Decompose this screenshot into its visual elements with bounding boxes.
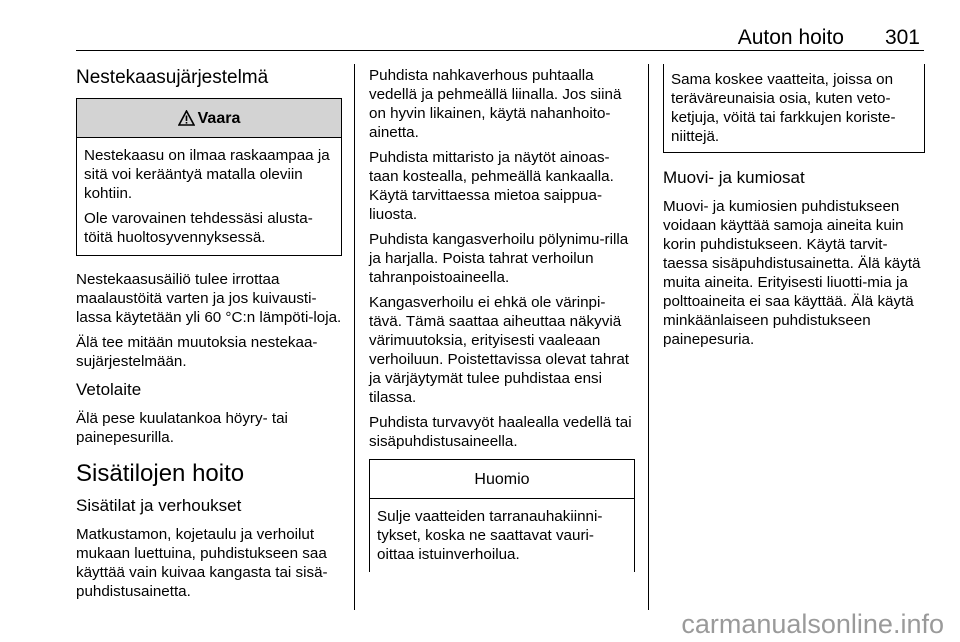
column-2 [369,66,635,572]
column-divider [354,64,355,610]
section-heading-lpg: Nestekaasujärjestelmä [76,67,269,88]
subheading-towbar: Vetolaite [76,380,142,399]
body-paragraph: Muovi- ja kumiosien puhdistukseen voidaan käyttää samoja aineita kuin korin puhdistukseen. Käytä tarvit-taessa sisäpuhdistusainetta. Älä käytä muita aineita. Erityisesti liuotti-mia ja polttoaineita ei saa käyttää. Älä käytä minkäänlaiseen puhdistukseen painepesuria. [663,198,921,348]
warning-triangle-icon [178,110,195,126]
section-heading-interior: Sisätilojen hoito [76,460,245,487]
column-1 [76,66,342,607]
note-paragraph: Sama koskee vaatteita, joissa on teräväreunaisia osia, kuten veto-ketjuja, vöitä tai farkkujen koriste-niittejä. [671,71,896,145]
page-number: 301 [884,26,920,49]
warning-paragraph: Nestekaasu on ilmaa raskaampaa ja sitä voi kerääntyä matalla oleviin kohtiin. [84,147,330,202]
body-paragraph: Älä tee mitään muutoksia nestekaa-sujärjestelmään. [76,334,318,370]
note-body [370,499,634,572]
body-paragraph: Puhdista kangasverhoilu pölynimu-rilla ja harjalla. Poista tahrat verhoilun tahranpoistoaineella. [369,231,629,286]
body-paragraph: Älä pese kuulatankoa höyry- tai painepesurilla. [76,410,288,446]
note-title: Huomio [370,460,634,499]
watermark: carmanualsonline.info [681,609,944,639]
warning-header [77,99,341,138]
body-paragraph: Puhdista nahkaverhous puhtaalla vedellä ja pehmeällä liinalla. Jos siinä on hyvin likainen, käytä nahanhoito-ainetta. [369,67,622,141]
body-paragraph: Nestekaasusäiliö tulee irrottaa maalaustöitä varten ja jos kuivausti-lassa käytetään yli 60 °C:n lämpöti-loja. [76,271,342,326]
header-rule [76,50,924,51]
header-title: Auton hoito [737,26,844,49]
body-paragraph: Puhdista mittaristo ja näytöt ainoas-taan kostealla, pehmeällä kankaalla. Käytä tarvittaessa mietoa saippua-liuosta. [369,149,614,223]
subheading-interior-trim: Sisätilat ja verhoukset [76,496,242,515]
note-box-continued [663,64,925,153]
column-3 [663,66,925,355]
warning-title: Vaara [197,109,241,127]
subheading-plastic-rubber: Muovi- ja kumiosat [663,168,805,187]
warning-paragraph: Ole varovainen tehdessäsi alusta-töitä huoltosyvennyksessä. [84,210,313,246]
page-header [76,26,924,52]
body-paragraph: Matkustamon, kojetaulu ja verhoilut mukaan luettuina, puhdistukseen saa käyttää vain kuivaa kangasta tai sisä-puhdistusainetta. [76,526,328,600]
column-divider [648,64,649,610]
body-paragraph: Puhdista turvavyöt haalealla vedellä tai sisäpuhdistusaineella. [369,414,632,450]
warning-body [77,138,341,255]
note-paragraph: Sulje vaatteiden tarranauhakiinni-tykset, koska ne saattavat vauri-oittaa istuinverhoilua. [377,508,603,563]
body-paragraph: Kangasverhoilu ei ehkä ole värinpi-tävä. Tämä saattaa aiheuttaa näkyviä värimuutoksia, erityisesti vaaleaan verhoiluun. Poistettavissa olevat tahrat ja värjäytymät tulee puhdistaa ensi tilassa. [369,294,630,406]
warning-box [76,98,342,256]
note-box [369,459,635,572]
